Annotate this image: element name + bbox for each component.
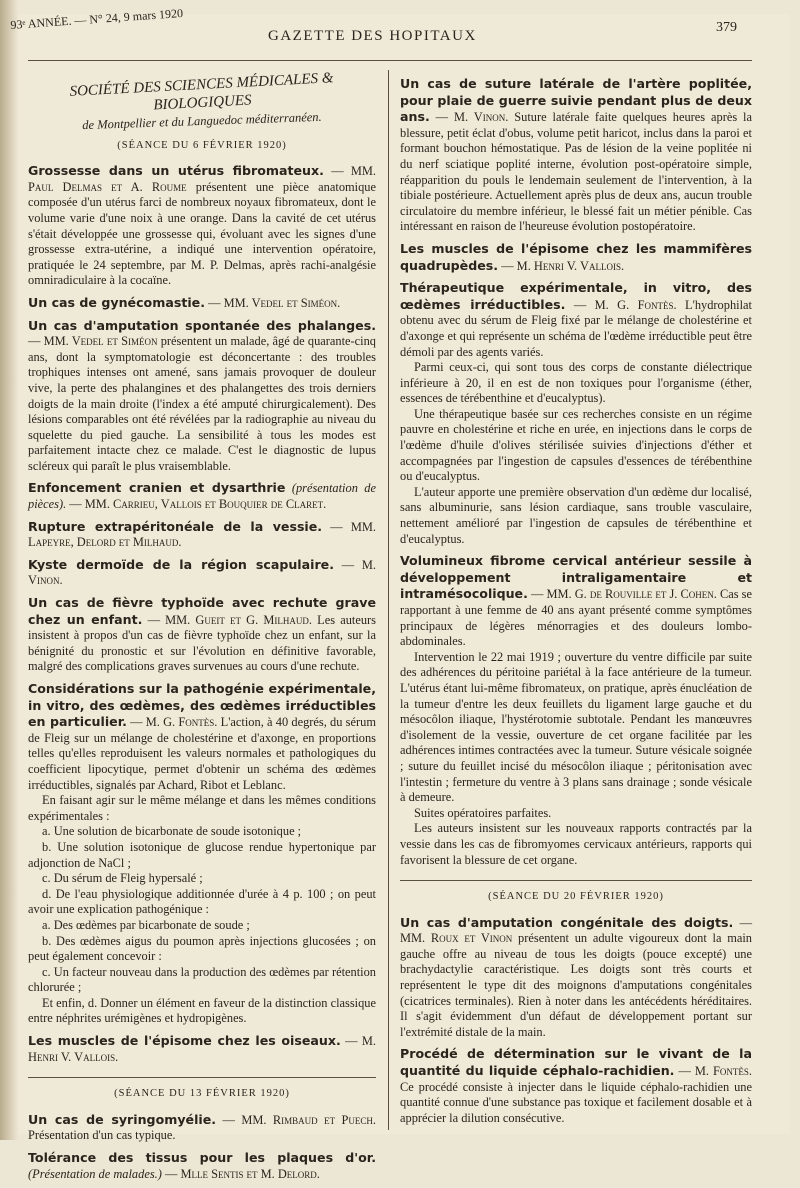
entry-suture-poplitee <box>400 76 752 235</box>
entry-body: Les auteurs insistent à propos d'un cas de fièvre typhoïde chez un enfant, sur la bénignité du pronostic et sur l'évolution en définitive favorable, malgré des complications graves survenues au cours d'une rechute. <box>28 612 376 674</box>
entry-rupture-vessie <box>28 519 376 551</box>
session-heading: (SÉANCE DU 13 FÉVRIER 1920) <box>28 1077 376 1102</box>
list-item: b. Une solution isotonique de glucose rendue hypertonique par adjonction de NaCl ; <box>28 839 376 870</box>
entry-title: Thérapeutique expérimentale, in vitro, des œdèmes irréductibles. <box>400 280 752 312</box>
page-binding-edge <box>0 0 18 1140</box>
session-heading: (SÉANCE DU 20 FÉVRIER 1920) <box>400 880 752 905</box>
entry-body: Cas se rapportant à une femme de 40 ans ayant présenté comme symptômes principaux de légères ménorragies et des douleurs lombo-abdominales. <box>400 587 752 649</box>
entry-authors: — MM. Paul Delmas et A. Roume <box>28 164 376 194</box>
entry-title: Un cas d'amputation spontanée des phalanges. <box>28 317 376 333</box>
entry-fibrome-cervical <box>400 553 752 868</box>
entry-title: Rupture extrapéritonéale de la vessie. <box>28 518 323 534</box>
entry-paragraph: Parmi ceux-ci, qui sont tous des corps de constante diélectrique inférieure à 20, il en est de non toxiques pour l'organisme (éther, essences de térébenthine et d'eucalyptus). <box>400 360 752 406</box>
list-item: c. Un facteur nouveau dans la production des œdèmes par rétention chlorurée ; <box>28 964 376 995</box>
right-column <box>400 70 752 1132</box>
entry-title: Kyste dermoïde de la région scapulaire. <box>28 556 334 572</box>
entry-title: Les muscles de l'épisome chez les mammifères quadrupèdes. <box>400 240 752 273</box>
entry-title: Un cas de gynécomastie. <box>28 294 205 310</box>
entry-pathogenie-oedemes <box>28 681 376 1027</box>
entry-enfoncement <box>28 480 376 512</box>
entry-authors: — M. Vinon. <box>435 110 509 125</box>
entry-fievre-typhoide <box>28 595 376 675</box>
society-region: de Montpellier et du Languedoc méditerranéen. <box>82 109 322 133</box>
entry-authors: — MM. Rimbaud et Puech. <box>222 1112 376 1127</box>
entry-plaques-or <box>28 1150 376 1182</box>
column-divider <box>388 70 389 1130</box>
entry-gynecomastie <box>28 295 376 312</box>
entry-title: Un cas de suture latérale de l'artère poplitée, pour plaie de guerre suivie pendant plus de deux ans. <box>400 76 752 125</box>
entry-body: Ce procédé consiste à injecter dans le liquide céphalo-rachidien une quantité connue d'une substance pas toxique et facilement dosable et à apprécier la dilution consécutive. <box>400 1079 752 1125</box>
entry-authors: — M. G. Fontès. <box>573 297 677 312</box>
issue-line: 93ᵉ ANNÉE. — N° 24, 9 mars 1920 <box>10 5 184 32</box>
entry-paragraph: Les auteurs insistent sur les nouveaux rapports contractés par la vessie dans les cas de fibromyomes cervicaux antérieurs, rapports qui favorisent la blessure de cet organe. <box>400 821 752 867</box>
entry-authors: — Mlle Sentis et M. Delord. <box>164 1166 320 1181</box>
entry-authors: — MM. Roux et Vinon <box>400 915 752 946</box>
entry-note: (présentation de pièces). <box>28 481 376 512</box>
entry-body: présentent une pièce anatomique composée d'un utérus farci de nombreux noyaux fibromateux, dont le volume varie d'une noix à une orange. Dans la cavité de cet utérus s'était développée une grossesse qui, évoluant avec les signes d'une grossesse extra-utérine, a indiqué une intervention opératoire, pratiquée le 24 septembre, par M. P. Delmas, après rachi-analgésie omniradiculaire à la cocaïne. <box>28 179 376 288</box>
list-item: a. Une solution de bicarbonate de soude isotonique ; <box>42 824 302 839</box>
entry-authors: — M. Fontès. <box>678 1064 752 1079</box>
list-item: b. Des œdèmes aigus du poumon après injections glucosées ; on peut également concevoir : <box>28 933 376 964</box>
entry-title: Un cas de fièvre typhoïde avec rechute grave chez un enfant. <box>28 595 376 627</box>
society-name: SOCIÉTÉ DES SCIENCES MÉDICALES & BIOLOGIQUES <box>69 70 334 114</box>
entry-paragraph: Intervention le 22 mai 1919 ; ouverture du ventre difficile par suite des adhérences du péritoine pariétal à la face antérieure de la tumeur. L'utérus étant lui-même fibromateux, on pratique, après énucléation de la tumeur d'entre les deux feuillets du ligament large gauche et du mésocôlon iliaque, l'hystérotomie subtotale. Pendant les manœuvres d'isolement de la vessie, ouverture de cet organe facilitée par les adhérences intimes contractées avec la tumeur. Suture vésicale soignée ; suture du feuillet incisé du mésocôlon iliaque ; péritonisation avec l'intestin ; fermeture du ventre à 3 plans sans drainage ; sonde vésicale à demeure. <box>400 649 752 805</box>
entry-title: Un cas d'amputation congénitale des doigts. <box>400 914 734 930</box>
entry-body: L'action, à 40 degrés, du sérum de Fleig sur un mélange de cholestérine et d'axonge, en proportions telles qu'elles reproduisent les valeurs normales et pathologiques du coefficient lipocytique, permet d'obtenir un schéma des œdèmes irréductibles, signalés par Achard, Ribot et Leblanc. <box>28 715 376 792</box>
entry-note: (Présentation de malades.) <box>28 1166 162 1181</box>
entry-authors: — MM. Carrieu, Vallois et Bouquier de Claret. <box>69 497 327 512</box>
entry-authors: — M. Vinon. <box>28 557 376 588</box>
session-heading: (SÉANCE DU 6 FÉVRIER 1920) <box>117 139 287 151</box>
journal-title: GAZETTE DES HOPITAUX <box>268 28 477 44</box>
entry-episome-mammiferes <box>400 241 752 274</box>
entry-therapeutique-oedemes <box>400 280 752 547</box>
entry-title: Enfoncement cranien et dysarthrie <box>28 480 286 496</box>
page-number: 379 <box>716 20 737 35</box>
entry-amputation-congenitale <box>400 915 752 1041</box>
entry-title: Un cas de syringomyélie. <box>28 1111 217 1127</box>
list-item: a. Des œdèmes par bicarbonate de soude ; <box>42 917 250 932</box>
entry-grossesse <box>28 163 376 289</box>
entry-body: L'hydrophilat obtenu avec du sérum de Fleig fixé par le mélange de cholestérine et d'axonge et qui représente un schéma de l'œdème irréductible peut être démoli par des agents variés. <box>400 297 752 359</box>
entry-authors: — MM. Vedel et Siméon. <box>208 295 341 310</box>
entry-paragraph: En faisant agir sur le même mélange et dans les mêmes conditions expérimentales : <box>28 793 376 823</box>
entry-title: Tolérance des tissus pour les plaques d'or. <box>28 1150 376 1166</box>
entry-authors: — MM. G. de Rouville et J. Cohen. <box>531 587 717 602</box>
entry-liquide-cephalo <box>400 1046 752 1126</box>
left-column <box>28 70 376 1188</box>
entry-paragraph: Suites opératoires parfaites. <box>414 805 552 820</box>
entry-body: Suture latérale faite quelques heures après la blessure, petit éclat d'obus, volume petit haricot, inclus dans la paroi et formant bouchon hémostatique. Pas de lésion de la veine poplitée ni du nerf sciatique poplité interne, évolution post-opératoire simple, réapparition du pouls le lendemain seulement de l'intervention, à la tibiale postérieure. Actuellement après plus de deux ans, aucun trouble circulatoire du membre inférieur, le blessé fait un métier pénible. Cas intéressant en raison de l'heureuse évolution postopératoire. <box>400 110 752 234</box>
entry-title: Considérations sur la pathogénie expérimentale, in vitro, des œdèmes, des œdèmes irréductibles en particulier. <box>28 681 376 730</box>
entry-paragraph: Une thérapeutique basée sur ces recherches consiste en un régime pauvre en cholestérine et riche en urée, en injections dans le corps de l'œdème d'huile d'olives stérilisée suivies d'injections d'éther et accompagnées par l'ingestion de capsules d'essences de térébenthine ou d'eucalyptus. <box>400 406 752 484</box>
list-item: Et enfin, d. Donner un élément en faveur de la distinction classique entre néphrites urémigènes et hydropigènes. <box>28 995 376 1026</box>
entry-episome-oiseaux <box>28 1033 376 1065</box>
list-item: c. Du sérum de Fleig hypersalé ; <box>42 871 203 886</box>
entry-authors: — M. Henri V. Vallois. <box>28 1034 376 1064</box>
entry-syringomyelie <box>28 1112 376 1144</box>
entry-paragraph: L'auteur apporte une première observation d'un œdème dur localisé, sans albuminurie, sans lésion cardiaque, sans trouble vasculaire, nettement amélioré par l'ingestion de capsules de térébenthine et d'eucalyptus. <box>400 484 752 546</box>
entry-authors: — MM. Gueit et G. Milhaud. <box>147 612 312 627</box>
entry-amputation-phalanges <box>28 318 376 475</box>
entry-authors: — M. Henri V. Vallois. <box>501 258 625 273</box>
entry-authors: — MM. Vedel et Siméon <box>28 334 158 349</box>
entry-title: Grossesse dans un utérus fibromateux. <box>28 163 324 179</box>
entry-authors: — MM. Lapeyre, Delord et Milhaud. <box>28 519 376 550</box>
header-rule <box>28 60 752 61</box>
entry-body: présentent un malade, âgé de quarante-cinq ans, dont la symptomatologie est déconcertante : des troubles trophiques intenses ont amené, sans jamais provoquer de douleur vive, la perte des phalangines et des phalangettes des trois derniers doigts de la main droite (l'index a été amputé chirurgicalement). Des lésions comparables ont été révélées par la radiographie au niveau du squelette du pied gauche. La sensibilité à tous les modes est parfaitement intacte chez ce malade. C'est le diagnostic de lupus scléreux qui paraît le plus vraisemblable. <box>28 334 376 473</box>
entry-body: présentent un adulte vigoureux dont la main gauche offre au niveau de tous les doigts (pouce excepté) une brachydactylie caractéristique. Les doigts sont très courts et représentent le type dit des moignons d'amputations congénitales (cicatrices terminales). Rien à noter dans les antécédents héréditaires. Il s'agit évidemment d'un défaut de développement portant sur l'extrémité distale de la main. <box>400 931 752 1039</box>
entry-title: Volumineux fibrome cervical antérieur sessile à développement intraligamentaire et intramésocolique. <box>400 553 752 602</box>
entry-body: Présentation d'un cas typique. <box>28 1128 176 1143</box>
entry-authors: — M. G. Fontès. <box>130 715 218 730</box>
entry-title: Les muscles de l'épisome chez les oiseaux. <box>28 1033 341 1049</box>
entry-title: Procédé de détermination sur le vivant de la quantité du liquide céphalo-rachidien. <box>400 1046 752 1079</box>
entry-kyste <box>28 557 376 589</box>
list-item: d. De l'eau physiologique additionnée d'urée à 4 p. 100 ; on peut avoir une explication pathogénique : <box>28 886 376 917</box>
